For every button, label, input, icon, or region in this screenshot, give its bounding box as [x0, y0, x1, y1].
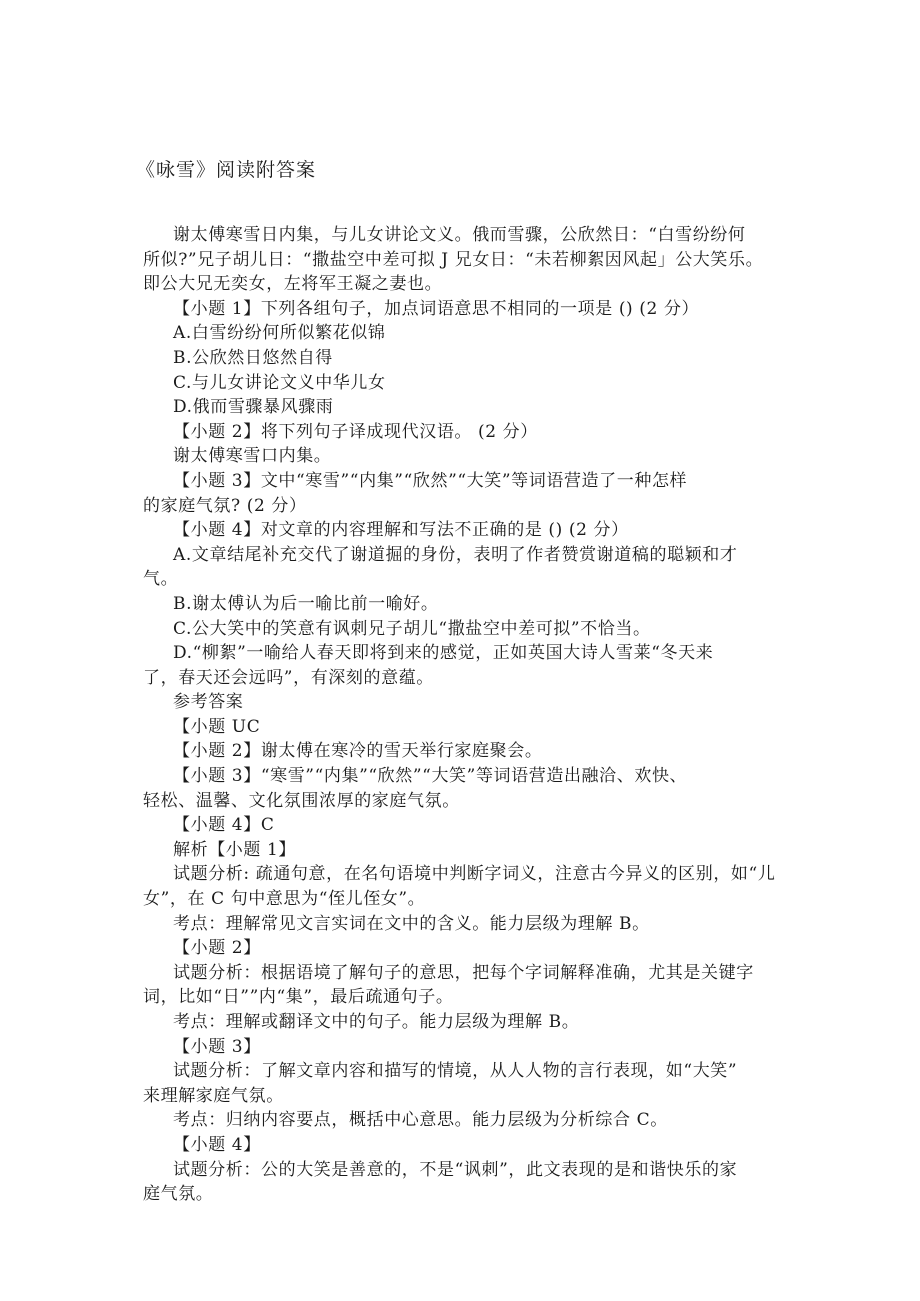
- text-line: 参考答案: [173, 692, 244, 713]
- text-line: 的家庭气氛? (2 分）: [143, 495, 307, 516]
- text-line: 试题分析：公的大笑是善意的，不是“讽刺”，此文表现的是和谐快乐的家: [173, 1159, 738, 1180]
- text-line: 即公大兄无奕女，左将军王凝之妻也。: [143, 274, 443, 295]
- text-line: 【小题 4】C: [173, 815, 275, 836]
- text-line: D.俄而雪骤暴风骤雨: [173, 397, 334, 418]
- text-line: 谢太傅寒雪日内集，与儿女讲论文义。俄而雪骤，公欣然日：“白雪纷纷何: [173, 225, 746, 245]
- text-line: A.白雪纷纷何所似繁花似锦: [173, 323, 386, 344]
- text-line: 【小题 4】对文章的内容理解和写法不正确的是 () (2 分）: [173, 520, 629, 541]
- text-line: 谢太傅寒雪口内集。: [173, 446, 332, 467]
- text-line: C.与儿女讲论文义中华儿女: [173, 372, 386, 393]
- text-line: A.文章结尾补充交代了谢道掘的身份，表明了作者赞赏谢道稿的聪颖和才: [173, 544, 738, 565]
- text-line: 试题分析：根据语境了解句子的意思，把每个字词解释准确，尤其是关键字: [173, 962, 754, 983]
- text-line: 轻松、温馨、文化氛围浓厚的家庭气氛。: [143, 790, 460, 811]
- text-line: 考点：理解常见文言实词在文中的含义。能力层级为理解 B。: [173, 913, 650, 934]
- text-line: B.公欣然日悠然自得: [173, 347, 333, 368]
- text-line: 气。: [143, 569, 179, 590]
- text-line: 【小题 3】“寒雪”“内集”“欣然”“大笑”等词语营造出融洽、欢快、: [173, 766, 688, 787]
- document-title: 《咏雪》阅读附答案: [136, 159, 317, 181]
- text-line: 【小题 3】文中“寒雪”“内集”“欣然”“大笑”等词语营造了一种怎样: [173, 470, 688, 491]
- text-line: 【小题 3】: [173, 1036, 261, 1057]
- text-line: 试题分析: 疏通句意，在名句语境中判断字词义，注意古今异义的区别，如“儿: [173, 864, 776, 885]
- text-line: 【小题 1】下列各组句子，加点词语意思不相同的一项是 () (2 分）: [173, 298, 700, 319]
- text-line: 【小题 2】谢太傅在寒冷的雪天举行家庭聚会。: [173, 741, 543, 762]
- text-line: D.“柳絮”一喻给人春天即将到来的感觉，正如英国大诗人雪莱“冬天来: [173, 643, 714, 664]
- text-line: 解析【小题 1】: [173, 839, 297, 860]
- text-line: 词，比如“日””内“集”，最后疏通句子。: [143, 987, 454, 1008]
- text-line: 所似?”兄子胡儿日：“撒盐空中差可拟 J 兄女日：“未若柳絮因风起」公大笑乐。: [143, 249, 764, 270]
- text-line: 【小题 2】将下列句子译成现代汉语。 (2 分）: [173, 421, 538, 442]
- text-line: C.公大笑中的笑意有讽刺兄子胡儿“撒盐空中差可拟”不恰当。: [173, 618, 651, 639]
- text-line: 试题分析：了解文章内容和描写的情境，从人人物的言行表现，如“大笑”: [173, 1061, 738, 1082]
- text-line: 【小题 2】: [173, 938, 261, 959]
- document-body: [143, 223, 793, 1207]
- text-line: 考点：归纳内容要点，概括中心意思。能力层级为分析综合 C。: [173, 1110, 668, 1131]
- text-line: 【小题 UC: [173, 716, 261, 737]
- text-line: 了，春天还会远吗”，有深刻的意蕴。: [143, 667, 434, 688]
- text-line: 庭气氛。: [143, 1184, 214, 1205]
- text-line: 女”，在 C 句中意思为“侄儿侄女”。: [143, 889, 426, 910]
- text-line: 【小题 4】: [173, 1134, 261, 1155]
- text-line: 来理解家庭气氛。: [143, 1085, 284, 1106]
- text-line: 考点：理解或翻译文中的句子。能力层级为理解 B。: [173, 1012, 580, 1032]
- text-line: B.谢太傅认为后一喻比前一喻好。: [173, 593, 439, 614]
